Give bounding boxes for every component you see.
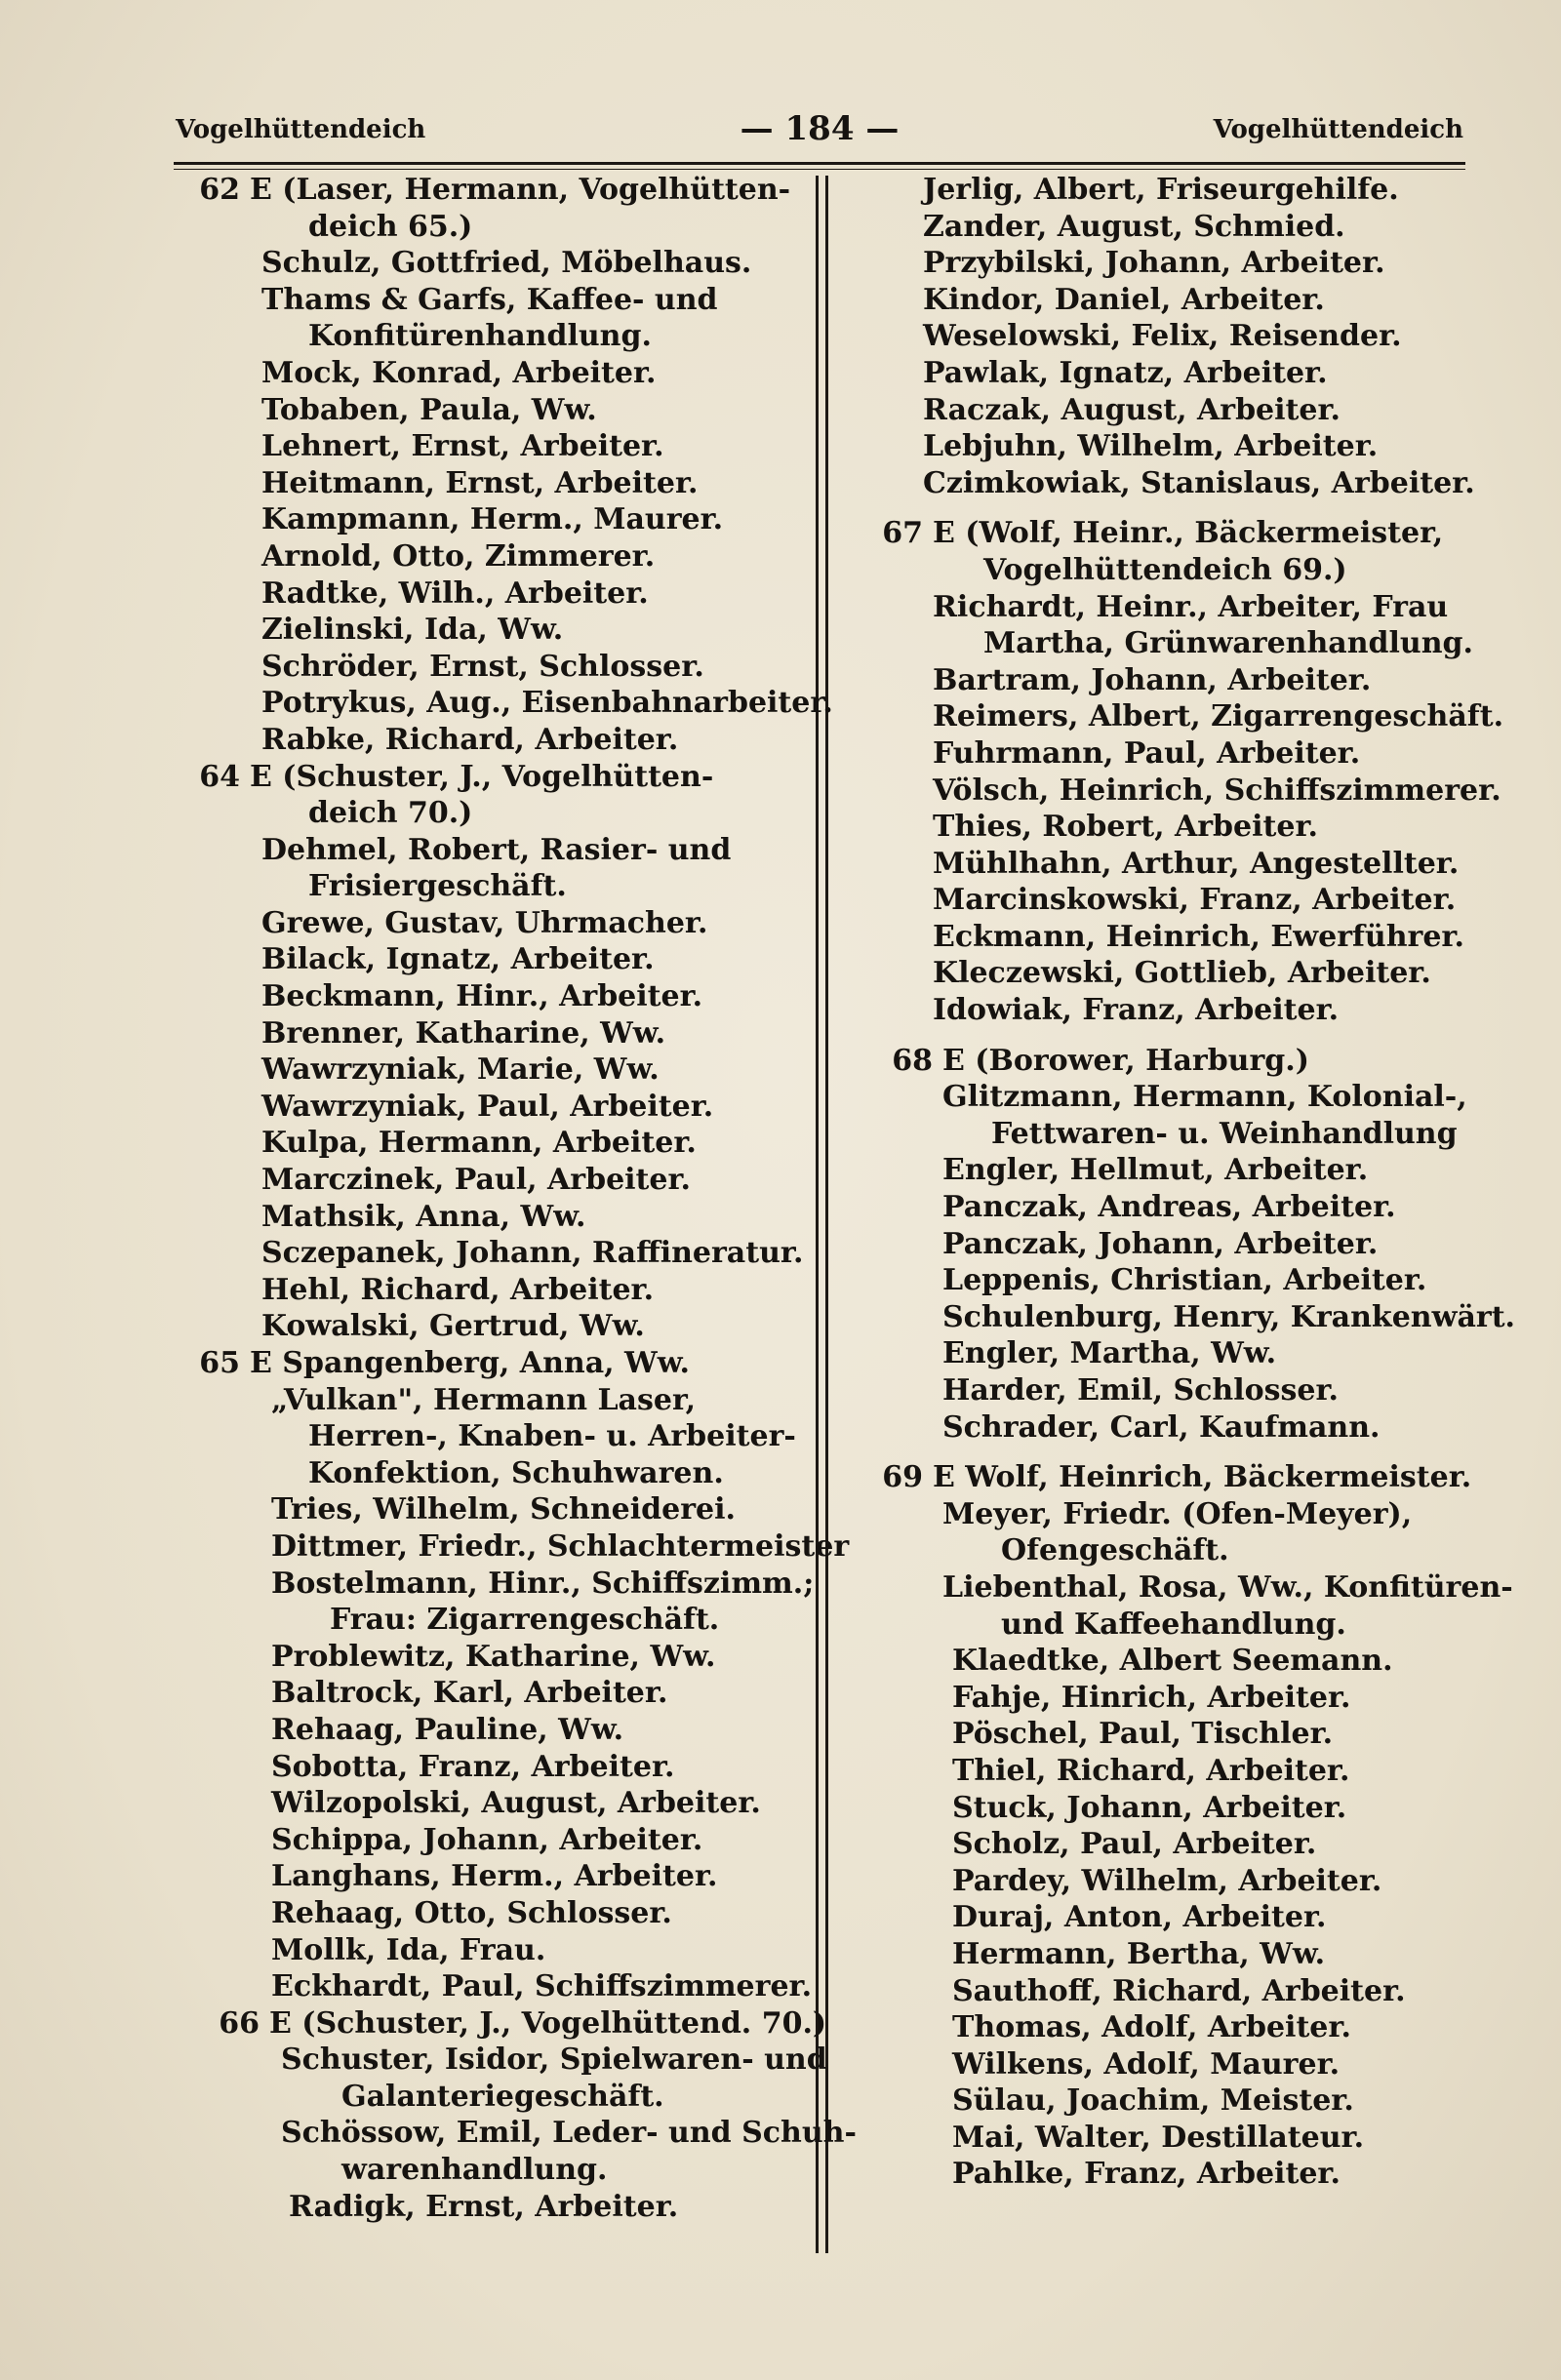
resident-entry <box>859 955 1483 992</box>
resident-entry <box>176 1455 800 1492</box>
house-number: 65 <box>199 1346 240 1380</box>
page-number: — 184 — <box>740 109 900 148</box>
resident-entry <box>859 245 1483 282</box>
resident-entry <box>859 919 1483 956</box>
entry-text: Pöschel, Paul, Tischler. <box>952 1717 1334 1752</box>
resident-entry <box>859 465 1483 502</box>
resident-entry <box>176 318 800 355</box>
resident-entry <box>859 1496 1483 1533</box>
entry-text: Kowalski, Gertrud, Ww. <box>261 1309 645 1344</box>
resident-entry <box>859 172 1483 209</box>
entry-text: Wilkens, Adolf, Maurer. <box>952 2046 1341 2082</box>
resident-entry <box>859 318 1483 355</box>
resident-entry <box>859 809 1483 846</box>
entry-text: Weselowski, Felix, Reisender. <box>923 319 1402 354</box>
resident-entry <box>859 1299 1515 1336</box>
house-number-entry <box>859 1043 1483 1080</box>
entry-text: Marczinek, Paul, Arbeiter. <box>261 1163 691 1198</box>
resident-entry <box>176 1308 800 1345</box>
resident-entry <box>859 282 1483 319</box>
entry-text: Kampmann, Herm., Maurer. <box>261 502 724 537</box>
entry-text: Mathsik, Anna, Ww. <box>261 1199 586 1234</box>
entry-text: Czimkowiak, Stanislaus, Arbeiter. <box>923 465 1475 500</box>
entry-text: Frau: Zigarrengeschäft. <box>330 1603 720 1638</box>
entry-text: Herren-, Knaben- u. Arbeiter- <box>308 1419 796 1454</box>
resident-entry <box>176 465 800 502</box>
entry-text: E (Wolf, Heinr., Bäckermeister, <box>933 516 1444 551</box>
house-number-entry <box>176 2005 827 2043</box>
entry-text: E (Borower, Harburg.) <box>942 1043 1309 1078</box>
resident-entry <box>176 1639 800 1676</box>
resident-entry <box>859 1716 1483 1753</box>
entry-text: Tries, Wilhelm, Schneiderei. <box>271 1492 736 1527</box>
resident-entry <box>176 1968 813 2005</box>
entry-text: Rehaag, Pauline, Ww. <box>271 1712 624 1747</box>
resident-entry <box>859 1973 1483 2010</box>
resident-entry <box>176 1418 800 1455</box>
resident-entry <box>859 882 1483 919</box>
entry-gap <box>859 1029 1483 1043</box>
entry-text: Frisiergeschäft. <box>308 869 567 904</box>
resident-entry <box>859 392 1483 429</box>
entry-text: Lebjuhn, Wilhelm, Arbeiter. <box>923 429 1379 464</box>
entry-text: Grewe, Gustav, Uhrmacher. <box>261 905 708 940</box>
entry-text: deich 70.) <box>308 796 473 831</box>
entry-text: Heitmann, Ernst, Arbeiter. <box>261 465 699 500</box>
entry-text: Hehl, Richard, Arbeiter. <box>261 1272 655 1307</box>
entry-text: E (Laser, Hermann, Vogelhütten- <box>250 173 791 207</box>
resident-entry <box>176 2115 857 2152</box>
resident-entry <box>176 1785 800 1822</box>
entry-text: Tobaben, Paula, Ww. <box>261 392 597 427</box>
entry-text: E Wolf, Heinrich, Bäckermeister. <box>933 1460 1472 1495</box>
resident-entry <box>176 282 800 319</box>
entry-text: Mock, Konrad, Arbeiter. <box>261 355 657 390</box>
resident-entry <box>176 2152 800 2189</box>
entry-text: Pahlke, Franz, Arbeiter. <box>952 2157 1341 2192</box>
resident-entry <box>859 1372 1483 1409</box>
entry-text: Fahje, Hinrich, Arbeiter. <box>952 1680 1351 1715</box>
resident-entry <box>859 1826 1483 1863</box>
entry-text: Mollk, Ida, Frau. <box>271 1932 546 1967</box>
entry-text: Harder, Emil, Schlosser. <box>942 1373 1339 1408</box>
resident-entry <box>176 1566 815 1603</box>
entry-text: Bilack, Ignatz, Arbeiter. <box>261 942 655 977</box>
left-column <box>176 172 857 2225</box>
house-number: 64 <box>199 759 240 794</box>
entry-text: Rabke, Richard, Arbeiter. <box>261 722 679 757</box>
entry-text: Marcinskowski, Franz, Arbeiter. <box>933 883 1457 918</box>
entry-text: Thomas, Adolf, Arbeiter. <box>952 2010 1351 2045</box>
house-number: 69 <box>882 1460 923 1495</box>
resident-entry <box>859 1753 1483 1790</box>
resident-entry <box>176 941 800 978</box>
entry-text: Wawrzyniak, Paul, Arbeiter. <box>261 1089 714 1124</box>
resident-entry <box>176 978 800 1015</box>
resident-entry <box>176 538 800 575</box>
resident-entry <box>176 1675 800 1712</box>
entry-text: Liebenthal, Rosa, Ww., Konfitüren- <box>942 1569 1513 1605</box>
entry-text: Hermann, Bertha, Ww. <box>952 1936 1326 1971</box>
resident-entry <box>176 209 800 246</box>
resident-entry <box>859 846 1483 883</box>
header-rule-thick <box>174 162 1465 165</box>
entry-text: Engler, Hellmut, Arbeiter. <box>942 1153 1369 1188</box>
entry-text: Bartram, Johann, Arbeiter. <box>933 662 1372 697</box>
entry-text: Schröder, Ernst, Schlosser. <box>261 649 704 684</box>
entry-text: Arnold, Otto, Zimmerer. <box>261 538 656 574</box>
house-number-entry <box>176 1345 800 1382</box>
resident-entry <box>176 685 833 722</box>
resident-entry <box>176 832 800 869</box>
resident-entry <box>176 2079 800 2116</box>
entry-text: Kindor, Daniel, Arbeiter. <box>923 282 1325 317</box>
header-street-right: Vogelhüttendeich <box>1213 115 1463 144</box>
entry-text: deich 65.) <box>308 209 473 244</box>
entry-text: Przybilski, Johann, Arbeiter. <box>923 246 1385 281</box>
resident-entry <box>859 1189 1483 1226</box>
entry-text: Mühlhahn, Arthur, Angestellter. <box>933 846 1460 881</box>
resident-entry <box>176 612 800 649</box>
resident-entry <box>859 552 1483 589</box>
entry-text: Schulenburg, Henry, Krankenwärt. <box>942 1299 1515 1334</box>
entry-text: Thams & Garfs, Kaffee- und <box>261 282 718 317</box>
entry-text: Klaedtke, Albert Seemann. <box>952 1644 1393 1679</box>
entry-text: E (Schuster, J., Vogelhütten- <box>250 759 714 794</box>
entry-text: Ofengeschäft. <box>1001 1533 1229 1568</box>
entry-text: Lehnert, Ernst, Arbeiter. <box>261 429 664 464</box>
house-number: 66 <box>219 2005 260 2041</box>
entry-text: Sczepanek, Johann, Raffineratur. <box>261 1236 804 1271</box>
entry-text: Dehmel, Robert, Rasier- und <box>261 832 732 867</box>
resident-entry <box>859 2120 1483 2157</box>
resident-entry <box>859 428 1483 465</box>
entry-text: Eckmann, Heinrich, Ewerführer. <box>933 919 1464 954</box>
resident-entry <box>859 355 1483 392</box>
entry-gap <box>859 501 1483 515</box>
resident-entry <box>859 2082 1483 2120</box>
entry-text: Sülau, Joachim, Meister. <box>952 2083 1354 2119</box>
resident-entry <box>176 355 800 392</box>
house-number-entry <box>176 759 800 796</box>
resident-entry <box>176 795 800 832</box>
resident-entry <box>176 1199 800 1236</box>
resident-entry <box>859 2009 1483 2046</box>
resident-entry <box>176 1125 800 1162</box>
resident-entry <box>859 1079 1483 1116</box>
resident-entry <box>176 1822 800 1859</box>
house-number-entry <box>176 172 800 209</box>
entry-text: Schippa, Johann, Arbeiter. <box>271 1822 703 1857</box>
resident-entry <box>859 2046 1483 2083</box>
entry-text: Panczak, Johann, Arbeiter. <box>942 1226 1379 1261</box>
entry-text: Konfitürenhandlung. <box>308 319 652 354</box>
entry-text: Galanteriegeschäft. <box>341 2079 664 2114</box>
entry-text: Fettwaren- u. Weinhandlung <box>991 1116 1458 1151</box>
resident-entry <box>176 1712 800 1749</box>
resident-entry <box>176 1491 800 1528</box>
entry-text: Schössow, Emil, Leder- und Schuh- <box>281 2116 857 2151</box>
resident-entry <box>176 905 800 942</box>
entry-text: Vogelhüttendeich 69.) <box>983 552 1347 587</box>
entry-text: Brenner, Katharine, Ww. <box>261 1015 666 1051</box>
resident-entry <box>859 992 1483 1029</box>
entry-text: Eckhardt, Paul, Schiffszimmerer. <box>271 1969 813 2004</box>
entry-text: Konfektion, Schuhwaren. <box>308 1455 724 1490</box>
entry-text: Martha, Grünwarenhandlung. <box>983 626 1473 661</box>
entry-text: Dittmer, Friedr., Schlachtermeister <box>271 1528 850 1564</box>
resident-entry <box>176 1051 800 1089</box>
header-rule-thin <box>174 169 1465 170</box>
house-number: 62 <box>199 173 240 207</box>
entry-text: Reimers, Albert, Zigarrengeschäft. <box>933 699 1504 734</box>
resident-entry <box>176 1162 800 1199</box>
resident-entry <box>176 649 800 686</box>
entry-text: „Vulkan", Hermann Laser, <box>271 1382 697 1417</box>
entry-text: Pawlak, Ignatz, Arbeiter. <box>923 355 1328 390</box>
resident-entry <box>176 2042 827 2079</box>
column-divider-left <box>816 176 819 2253</box>
page-header <box>176 109 1463 154</box>
resident-entry <box>859 773 1501 810</box>
entry-text: Beckmann, Hinr., Arbeiter. <box>261 979 703 1014</box>
entry-text: Wawrzyniak, Marie, Ww. <box>261 1052 660 1088</box>
entry-text: Richardt, Heinr., Arbeiter, Frau <box>933 589 1449 624</box>
resident-entry <box>859 735 1483 773</box>
resident-entry <box>859 1790 1483 1827</box>
entry-text: Wilzopolski, August, Arbeiter. <box>271 1786 761 1821</box>
resident-entry <box>859 1863 1483 1900</box>
entry-text: Scholz, Paul, Arbeiter. <box>952 1827 1317 1862</box>
resident-entry <box>176 1932 800 1969</box>
resident-entry <box>859 1116 1483 1153</box>
entry-text: warenhandlung. <box>341 2153 608 2188</box>
resident-entry <box>859 662 1483 699</box>
entry-text: Völsch, Heinrich, Schiffszimmerer. <box>933 773 1501 808</box>
column-divider-right <box>825 176 828 2253</box>
entry-text: Raczak, August, Arbeiter. <box>923 392 1341 427</box>
entry-text: Thies, Robert, Arbeiter. <box>933 810 1318 845</box>
resident-entry <box>859 1262 1483 1299</box>
entry-text: Kulpa, Hermann, Arbeiter. <box>261 1126 697 1161</box>
entry-text: Pardey, Wilhelm, Arbeiter. <box>952 1863 1382 1898</box>
entry-text: Zander, August, Schmied. <box>923 209 1345 244</box>
house-number: 68 <box>892 1043 933 1078</box>
entry-text: E (Schuster, J., Vogelhüttend. 70.) <box>269 2005 827 2041</box>
resident-entry <box>859 1409 1483 1447</box>
resident-entry <box>859 1680 1483 1717</box>
entry-text: Sobotta, Franz, Arbeiter. <box>271 1749 675 1784</box>
entry-text: Schulz, Gottfried, Möbelhaus. <box>261 246 752 281</box>
resident-entry <box>859 1226 1483 1263</box>
entry-text: Thiel, Richard, Arbeiter. <box>952 1753 1350 1788</box>
resident-entry <box>176 1749 800 1786</box>
entry-text: Idowiak, Franz, Arbeiter. <box>933 993 1340 1028</box>
entry-text: Baltrock, Karl, Arbeiter. <box>271 1676 668 1711</box>
resident-entry <box>859 209 1483 246</box>
resident-entry <box>859 1532 1483 1569</box>
resident-entry <box>176 501 800 538</box>
entry-text: Radigk, Ernst, Arbeiter. <box>289 2189 679 2224</box>
resident-entry <box>176 245 800 282</box>
resident-entry <box>176 722 800 759</box>
entry-text: Schuster, Isidor, Spielwaren- und <box>281 2043 827 2078</box>
entry-text: und Kaffeehandlung. <box>1001 1606 1346 1642</box>
resident-entry <box>176 1895 800 1932</box>
entry-text: Kleczewski, Gottlieb, Arbeiter. <box>933 956 1431 991</box>
resident-entry <box>859 1606 1483 1644</box>
resident-entry <box>859 2156 1483 2193</box>
entry-text: Engler, Martha, Ww. <box>942 1336 1277 1371</box>
entry-text: E Spangenberg, Anna, Ww. <box>250 1346 690 1380</box>
house-number-entry <box>859 1459 1483 1496</box>
entry-text: Schrader, Carl, Kaufmann. <box>942 1409 1381 1445</box>
header-street-left: Vogelhüttendeich <box>176 115 426 144</box>
resident-entry <box>176 1858 800 1895</box>
resident-entry <box>859 1152 1483 1189</box>
entry-text: Langhans, Herm., Arbeiter. <box>271 1859 718 1894</box>
resident-entry <box>859 1569 1513 1606</box>
resident-entry <box>859 1335 1483 1372</box>
resident-entry <box>176 868 800 905</box>
entry-text: Panczak, Andreas, Arbeiter. <box>942 1190 1396 1225</box>
entry-text: Mai, Walter, Destillateur. <box>952 2120 1365 2155</box>
right-column <box>859 172 1515 2193</box>
resident-entry <box>176 1382 800 1419</box>
entry-text: Rehaag, Otto, Schlosser. <box>271 1895 672 1930</box>
resident-entry <box>176 1528 850 1566</box>
resident-entry <box>176 2189 800 2226</box>
resident-entry <box>859 589 1483 626</box>
entry-text: Zielinski, Ida, Ww. <box>261 613 564 648</box>
resident-entry <box>859 1643 1483 1680</box>
resident-entry <box>176 1015 800 1052</box>
entry-text: Jerlig, Albert, Friseurgehilfe. <box>923 173 1399 207</box>
resident-entry <box>176 575 800 613</box>
resident-entry <box>859 625 1483 662</box>
entry-text: Bostelmann, Hinr., Schiffszimm.; <box>271 1566 815 1601</box>
resident-entry <box>176 392 800 429</box>
resident-entry <box>859 1899 1483 1936</box>
entry-text: Potrykus, Aug., Eisenbahnarbeiter. <box>261 686 833 721</box>
entry-text: Leppenis, Christian, Arbeiter. <box>942 1263 1427 1298</box>
resident-entry <box>176 428 800 465</box>
entry-text: Sauthoff, Richard, Arbeiter. <box>952 1973 1406 2008</box>
house-number-entry <box>859 515 1483 552</box>
resident-entry <box>176 1272 800 1309</box>
entry-text: Duraj, Anton, Arbeiter. <box>952 1900 1327 1935</box>
resident-entry <box>176 1602 800 1639</box>
entry-text: Glitzmann, Hermann, Kolonial-, <box>942 1080 1467 1115</box>
resident-entry <box>176 1089 800 1126</box>
entry-text: Radtke, Wilh., Arbeiter. <box>261 575 649 611</box>
entry-text: Stuck, Johann, Arbeiter. <box>952 1790 1347 1825</box>
resident-entry <box>859 698 1504 735</box>
entry-text: Problewitz, Katharine, Ww. <box>271 1639 716 1674</box>
resident-entry <box>176 1235 804 1272</box>
entry-text: Fuhrmann, Paul, Arbeiter. <box>933 735 1361 771</box>
resident-entry <box>859 1936 1483 1973</box>
entry-text: Meyer, Friedr. (Ofen-Meyer), <box>942 1496 1413 1531</box>
entry-gap <box>859 1446 1483 1459</box>
house-number: 67 <box>882 516 923 551</box>
